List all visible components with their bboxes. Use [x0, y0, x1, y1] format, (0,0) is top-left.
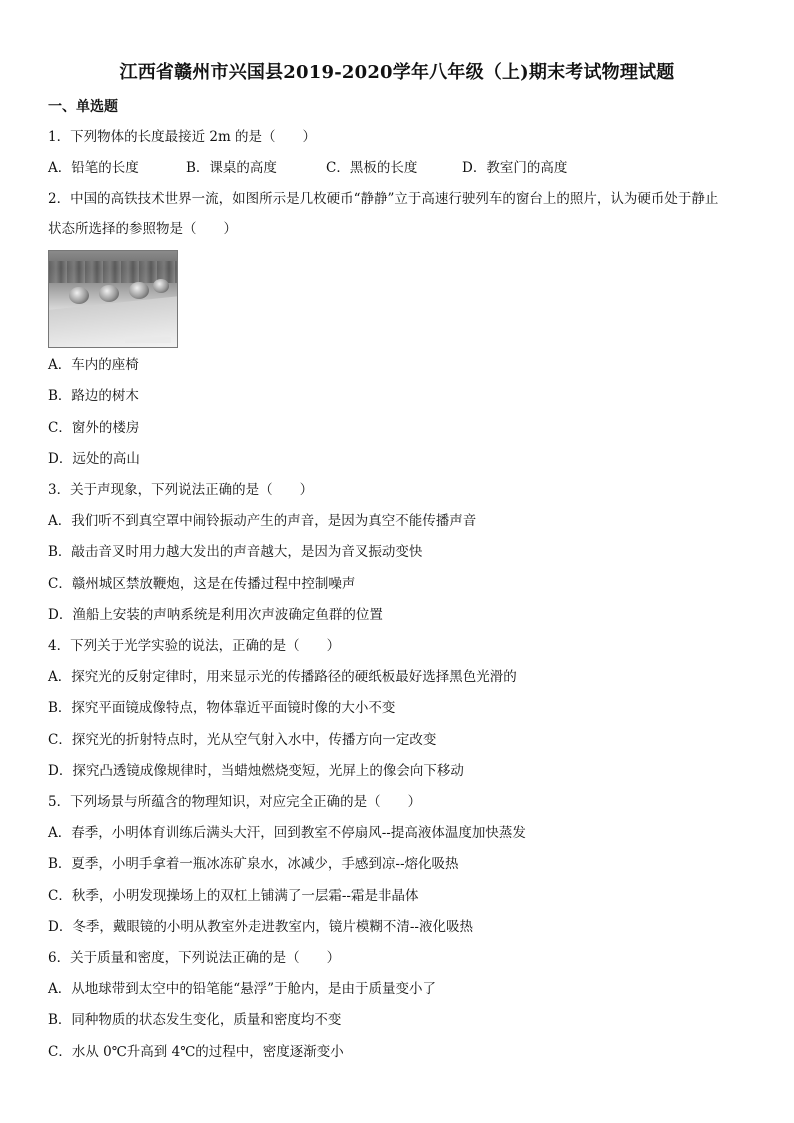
question-1-option-d: D．教室门的高度	[462, 160, 568, 176]
section-heading: 一、单选题	[48, 99, 118, 115]
question-5-option-c: C．秋季，小明发现操场上的双杠上铺满了一层霜--霜是非晶体	[48, 888, 419, 904]
question-5-option-a: A．春季，小明体育训练后满头大汗，回到教室不停扇风--提高液体温度加快蒸发	[48, 825, 526, 841]
question-1-option-b: B．课桌的高度	[186, 160, 277, 176]
question-3-option-b: B．敲击音叉时用力越大发出的声音越大，是因为音叉振动变快	[48, 544, 423, 560]
question-2-option-b: B．路边的树木	[48, 388, 139, 404]
question-2-option-d: D．远处的高山	[48, 451, 140, 467]
question-5-option-d: D．冬季，戴眼镜的小明从教室外走进教室内，镜片模糊不清--液化吸热	[48, 919, 473, 935]
question-6-stem: 6．关于质量和密度，下列说法正确的是（ ）	[48, 950, 341, 966]
question-3-option-c: C．赣州城区禁放鞭炮，这是在传播过程中控制噪声	[48, 576, 356, 592]
photo-coin	[99, 285, 119, 302]
question-1-stem: 1．下列物体的长度最接近 2m 的是（ ）	[48, 129, 317, 145]
question-6-option-c: C．水从 0℃升高到 4℃的过程中，密度逐渐变小	[48, 1044, 344, 1060]
question-3-option-d: D．渔船上安装的声呐系统是利用次声波确定鱼群的位置	[48, 607, 383, 623]
photo-coin	[153, 279, 169, 293]
question-5-stem: 5．下列场景与所蕴含的物理知识，对应完全正确的是（ ）	[48, 794, 422, 810]
question-6-option-a: A．从地球带到太空中的铅笔能“悬浮”于舱内，是由于质量变小了	[48, 981, 437, 997]
question-4-option-c: C．探究光的折射特点时，光从空气射入水中，传播方向一定改变	[48, 732, 437, 748]
question-2-option-a: A．车内的座椅	[48, 357, 139, 373]
question-3-stem: 3．关于声现象，下列说法正确的是（ ）	[48, 482, 314, 498]
question-3-option-a: A．我们听不到真空罩中闹铃振动产生的声音，是因为真空不能传播声音	[48, 513, 477, 529]
coins-on-train-windowsill-photo	[48, 250, 178, 348]
question-5-option-b: B．夏季，小明手拿着一瓶冰冻矿泉水，冰减少，手感到凉--熔化吸热	[48, 856, 459, 872]
photo-coin	[69, 287, 89, 304]
question-4-option-b: B．探究平面镜成像特点，物体靠近平面镜时像的大小不变	[48, 700, 396, 716]
question-4-option-a: A．探究光的反射定律时，用来显示光的传播路径的硬纸板最好选择黑色光滑的	[48, 669, 517, 685]
photo-watermark	[125, 337, 171, 343]
exam-title: 江西省赣州市兴国县2019-2020学年八年级（上)期末考试物理试题	[119, 62, 675, 83]
question-4-stem: 4．下列关于光学实验的说法，正确的是（ ）	[48, 638, 341, 654]
question-6-option-b: B．同种物质的状态发生变化，质量和密度均不变	[48, 1012, 342, 1028]
question-2-stem-line-2: 状态所选择的参照物是（ ）	[48, 221, 237, 237]
question-2-stem-line-1: 2．中国的高铁技术世界一流，如图所示是几枚硬币“静静”立于高速行驶列车的窗台上的照片，认为硬币处于静止	[48, 191, 719, 207]
question-2-option-c: C．窗外的楼房	[48, 420, 140, 436]
question-1-option-c: C．黑板的长度	[326, 160, 418, 176]
question-1-option-a: A．铅笔的长度	[48, 160, 139, 176]
photo-coin	[129, 282, 149, 299]
question-4-option-d: D．探究凸透镜成像规律时，当蜡烛燃烧变短，光屏上的像会向下移动	[48, 763, 464, 779]
